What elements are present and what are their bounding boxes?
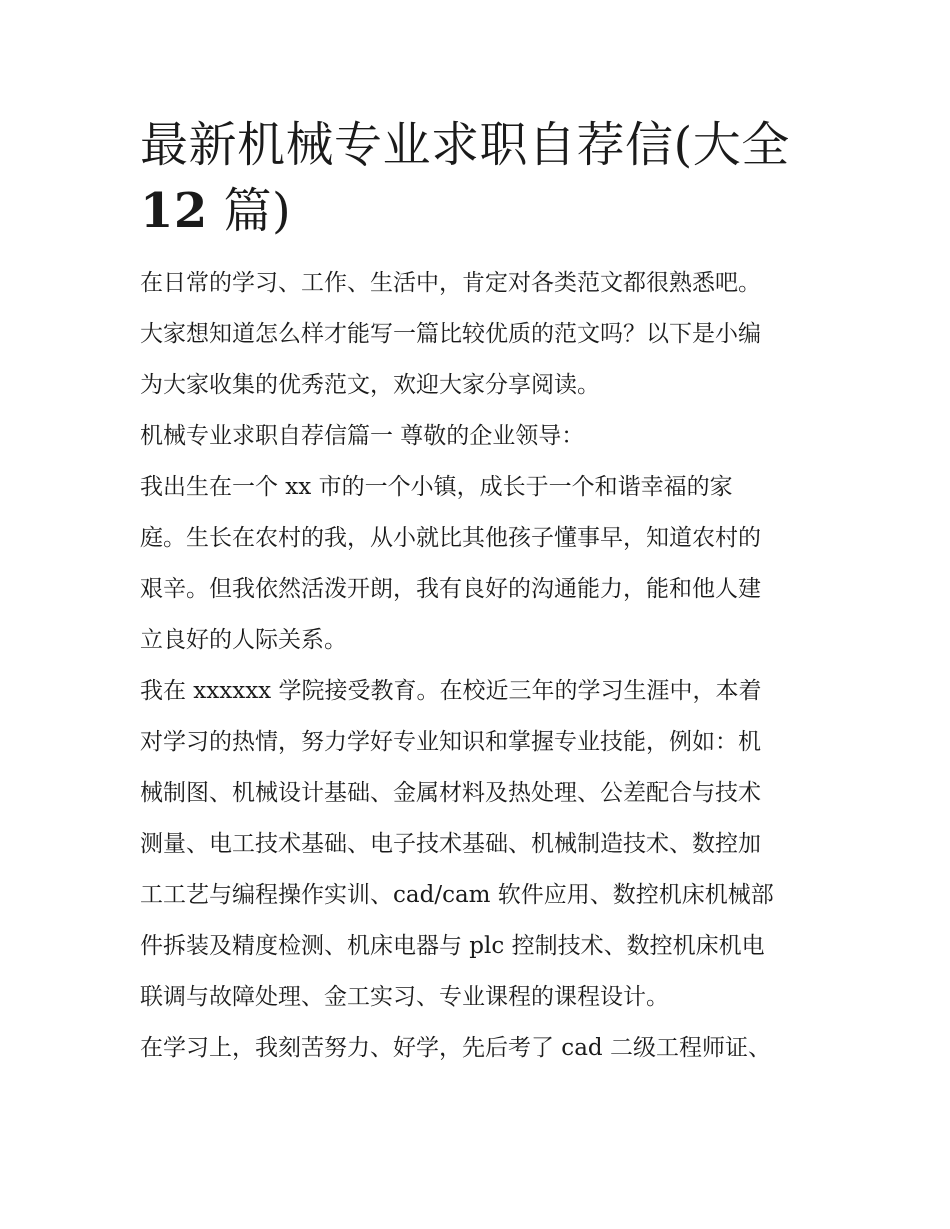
title-line-1: 最新机械专业求职自荐信(大全	[140, 117, 790, 173]
text-line: 庭。生长在农村的我，从小就比其他孩子懂事早，知道农村的	[140, 525, 761, 551]
text-line: 我出生在一个 xx 市的一个小镇，成长于一个和谐幸福的家	[140, 474, 733, 500]
text-line: 械制图、机械设计基础、金属材料及热处理、公差配合与技术	[140, 780, 761, 806]
text-line: 对学习的热情，努力学好专业知识和掌握专业技能，例如：机	[140, 729, 761, 755]
text-line: 联调与故障处理、金工实习、专业课程的课程设计。	[140, 984, 669, 1010]
text-line: 工工艺与编程操作实训、cad/cam 软件应用、数控机床机械部	[140, 882, 774, 908]
paragraph-education	[140, 666, 820, 1023]
title-number: 12	[140, 183, 208, 239]
document-title	[140, 112, 820, 244]
text-line: 件拆装及精度检测、机床电器与 plc 控制技术、数控机床机电	[140, 933, 765, 959]
text-line: 为大家收集的优秀范文，欢迎大家分享阅读。	[140, 372, 600, 398]
text-line: 大家想知道怎么样才能写一篇比较优质的范文吗？以下是小编	[140, 321, 761, 347]
text-line: 在日常的学习、工作、生活中，肯定对各类范文都很熟悉吧。	[140, 270, 761, 296]
text-line: 测量、电工技术基础、电子技术基础、机械制造技术、数控加	[140, 831, 761, 857]
text-line: 艰辛。但我依然活泼开朗，我有良好的沟通能力，能和他人建	[140, 576, 761, 602]
title-suffix: 篇)	[207, 183, 292, 239]
text-line: 机械专业求职自荐信篇一 尊敬的企业领导：	[140, 423, 585, 449]
text-line: 我在 xxxxxx 学院接受教育。在校近三年的学习生涯中，本着	[140, 678, 762, 704]
text-line: 在学习上，我刻苦努力、好学，先后考了 cad 二级工程师证、	[140, 1035, 771, 1061]
paragraph-intro	[140, 258, 820, 411]
paragraph-salutation	[140, 411, 820, 462]
paragraph-study	[140, 1023, 820, 1074]
paragraph-background	[140, 462, 820, 666]
text-line: 立良好的人际关系。	[140, 627, 347, 653]
